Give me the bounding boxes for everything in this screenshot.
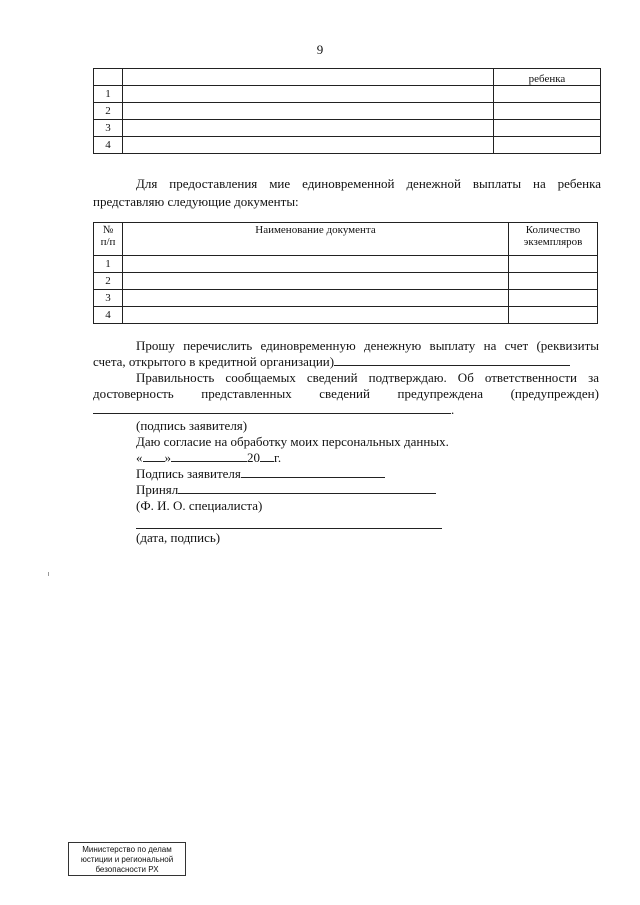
table-cell	[509, 290, 598, 307]
table-cell	[123, 290, 509, 307]
consent-text: Даю согласие на обработку моих персональных данных.	[136, 434, 449, 449]
request-text-line2: счета, открытого в кредитной организации)	[93, 354, 570, 370]
request-text-line1: Прошу перечислить единовременную денежную выплату на счет (реквизиты	[136, 338, 599, 353]
day-blank	[143, 450, 165, 462]
table-cell	[509, 273, 598, 290]
row-number: 3	[94, 120, 123, 137]
confirm-text-line2: достоверность представленных сведений предупреждена (предупрежден)	[93, 386, 599, 401]
table-row	[94, 120, 601, 137]
page-number: 9	[316, 42, 324, 57]
accepted-by: Принял	[136, 482, 436, 498]
table-row	[94, 103, 601, 120]
table-cell	[509, 307, 598, 324]
month-blank	[171, 450, 247, 462]
year-blank	[260, 450, 274, 462]
signature-line: .	[93, 402, 454, 418]
intro-text-line2: представляю следующие документы:	[93, 194, 299, 209]
row-number: 2	[94, 273, 123, 290]
table-cell	[123, 307, 509, 324]
row-number: 2	[94, 103, 123, 120]
table-row	[94, 86, 601, 103]
table-header-child: ребенка	[494, 69, 601, 86]
table-row	[94, 290, 598, 307]
ministry-stamp: Министерство по делам юстиции и региональной безопасности РХ	[68, 842, 186, 876]
table-cell	[123, 256, 509, 273]
bank-details-line	[334, 354, 570, 366]
header-document-name: Наименование документа	[123, 223, 509, 256]
table-cell	[494, 86, 601, 103]
date-line: « » 20 г.	[136, 450, 282, 465]
signature-caption: (подпись заявителя)	[136, 418, 248, 433]
documents-table	[93, 222, 598, 324]
table-header-row	[94, 223, 598, 256]
table-cell	[494, 120, 601, 137]
row-number: 1	[94, 256, 123, 273]
specialist-caption: (Ф. И. О. специалиста)	[136, 498, 263, 513]
table-cell	[494, 103, 601, 120]
table-row	[94, 273, 598, 290]
table-cell	[123, 120, 494, 137]
header-number: № п/п	[94, 223, 123, 256]
table-row	[94, 307, 598, 324]
table-row	[94, 256, 598, 273]
row-number: 3	[94, 290, 123, 307]
children-table	[93, 68, 601, 154]
intro-text-line1: Для предоставления мие единовременной денежной выплаты на ребенка	[136, 176, 601, 191]
table-cell	[123, 103, 494, 120]
table-cell	[123, 137, 494, 154]
table-cell	[123, 69, 494, 86]
table-row	[94, 137, 601, 154]
table-cell	[509, 256, 598, 273]
date-signature-caption: (дата, подпись)	[136, 530, 221, 545]
row-number: 4	[94, 137, 123, 154]
date-signature-line	[136, 528, 442, 529]
scan-mark	[48, 572, 49, 576]
applicant-signature: Подпись заявителя	[136, 466, 385, 482]
table-cell	[123, 273, 509, 290]
table-cell	[494, 137, 601, 154]
table-cell	[123, 86, 494, 103]
confirm-text-line1: Правильность сообщаемых сведений подтверждаю. Об ответственности за	[136, 370, 599, 385]
table-cell	[94, 69, 123, 86]
table-row	[94, 69, 601, 86]
row-number: 4	[94, 307, 123, 324]
row-number: 1	[94, 86, 123, 103]
header-quantity: Количество экземпляров	[509, 223, 598, 256]
